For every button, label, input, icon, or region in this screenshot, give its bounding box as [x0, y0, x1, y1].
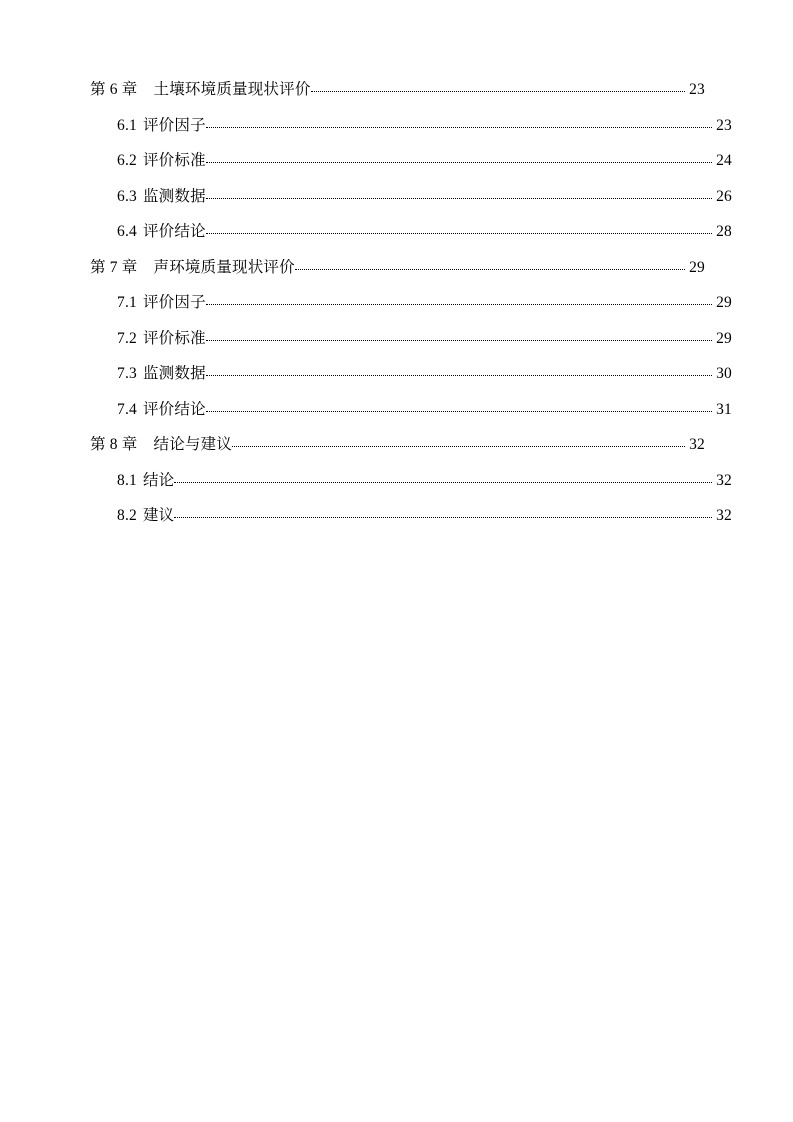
toc-entry-spacer	[138, 82, 154, 98]
toc-entry-number: 6.4	[117, 223, 137, 240]
toc-entry-title: 声环境质量现状评价	[153, 258, 295, 276]
toc-entry-label	[117, 402, 206, 418]
toc-entry-number: 第 8 章	[90, 436, 138, 453]
toc-entry-number: 7.4	[117, 400, 137, 418]
toc-entry-title: 评价结论	[142, 400, 206, 418]
toc-entry-page-number: 31	[716, 400, 732, 418]
toc-entry-label	[117, 331, 206, 347]
toc-entry-page-number: 26	[716, 187, 732, 205]
toc-entry[interactable]	[90, 118, 732, 134]
toc-entry-number: 8.1	[117, 471, 137, 489]
toc-entry-title: 监测数据	[142, 365, 206, 382]
toc-entry-title: 建议	[142, 507, 175, 524]
toc-entry-title: 土壤环境质量现状评价	[153, 81, 311, 98]
toc-entry-title: 结论	[142, 471, 175, 489]
toc-entry-number: 第 7 章	[90, 258, 138, 276]
toc-entry-title: 评价因子	[142, 116, 206, 134]
toc-entry-page-number: 29	[716, 329, 732, 347]
toc-entry-spacer	[138, 437, 154, 453]
toc-entry[interactable]	[90, 295, 732, 311]
toc-leader-dots	[206, 127, 712, 128]
toc-entry-number: 第 6 章	[90, 81, 138, 98]
toc-entry-number: 6.2	[117, 152, 137, 169]
table-of-contents	[90, 81, 732, 544]
toc-entry-title: 监测数据	[142, 187, 206, 205]
toc-entry-title: 评价结论	[142, 223, 206, 240]
toc-leader-dots	[311, 91, 685, 92]
toc-entry[interactable]	[90, 508, 732, 524]
toc-leader-dots	[206, 411, 712, 412]
toc-entry-page-number: 32	[689, 436, 705, 453]
toc-entry-number: 7.2	[117, 329, 137, 347]
toc-leader-dots	[295, 269, 685, 270]
toc-entry-label	[90, 260, 295, 276]
toc-entry[interactable]	[90, 224, 732, 240]
toc-entry-title: 评价因子	[142, 294, 206, 311]
toc-entry-number: 7.3	[117, 365, 137, 382]
toc-entry[interactable]	[90, 260, 705, 276]
toc-entry[interactable]	[90, 437, 705, 453]
toc-entry-number: 8.2	[117, 507, 137, 524]
toc-entry-page-number: 28	[716, 223, 732, 240]
toc-leader-dots	[206, 198, 712, 199]
toc-entry[interactable]	[90, 189, 732, 205]
toc-leader-dots	[232, 446, 685, 447]
toc-entry-label	[117, 224, 206, 240]
toc-leader-dots	[206, 162, 712, 163]
toc-leader-dots	[206, 304, 712, 305]
toc-entry-page-number: 23	[689, 81, 705, 98]
toc-entry-label	[90, 82, 311, 98]
toc-entry-number: 6.1	[117, 116, 137, 134]
toc-entry-label	[117, 473, 174, 489]
toc-entry-spacer	[138, 260, 154, 276]
toc-entry-number: 7.1	[117, 294, 137, 311]
toc-entry[interactable]	[90, 153, 732, 169]
toc-entry[interactable]	[90, 331, 732, 347]
toc-entry[interactable]	[90, 366, 732, 382]
toc-entry[interactable]	[90, 473, 732, 489]
toc-entry-label	[117, 508, 174, 524]
toc-entry-page-number: 24	[716, 152, 732, 169]
toc-leader-dots	[174, 482, 712, 483]
toc-entry-title: 评价标准	[142, 329, 206, 347]
toc-leader-dots	[206, 340, 712, 341]
toc-entry-page-number: 32	[716, 471, 732, 489]
toc-entry-page-number: 29	[716, 294, 732, 311]
toc-entry-label	[117, 118, 206, 134]
toc-entry-label	[117, 189, 206, 205]
toc-entry-page-number: 29	[689, 258, 705, 276]
toc-entry-page-number: 32	[716, 507, 732, 524]
toc-leader-dots	[206, 233, 712, 234]
toc-entry-label	[117, 366, 206, 382]
toc-entry[interactable]	[90, 82, 705, 98]
toc-entry-label	[90, 437, 232, 453]
toc-entry-title: 评价标准	[142, 152, 206, 169]
toc-entry-page-number: 30	[716, 365, 732, 382]
toc-entry-title: 结论与建议	[153, 436, 233, 453]
toc-entry-label	[117, 153, 206, 169]
toc-entry-page-number: 23	[716, 116, 732, 134]
toc-leader-dots	[174, 517, 712, 518]
toc-leader-dots	[206, 375, 712, 376]
toc-entry-number: 6.3	[117, 187, 137, 205]
toc-entry[interactable]	[90, 402, 732, 418]
toc-entry-label	[117, 295, 206, 311]
